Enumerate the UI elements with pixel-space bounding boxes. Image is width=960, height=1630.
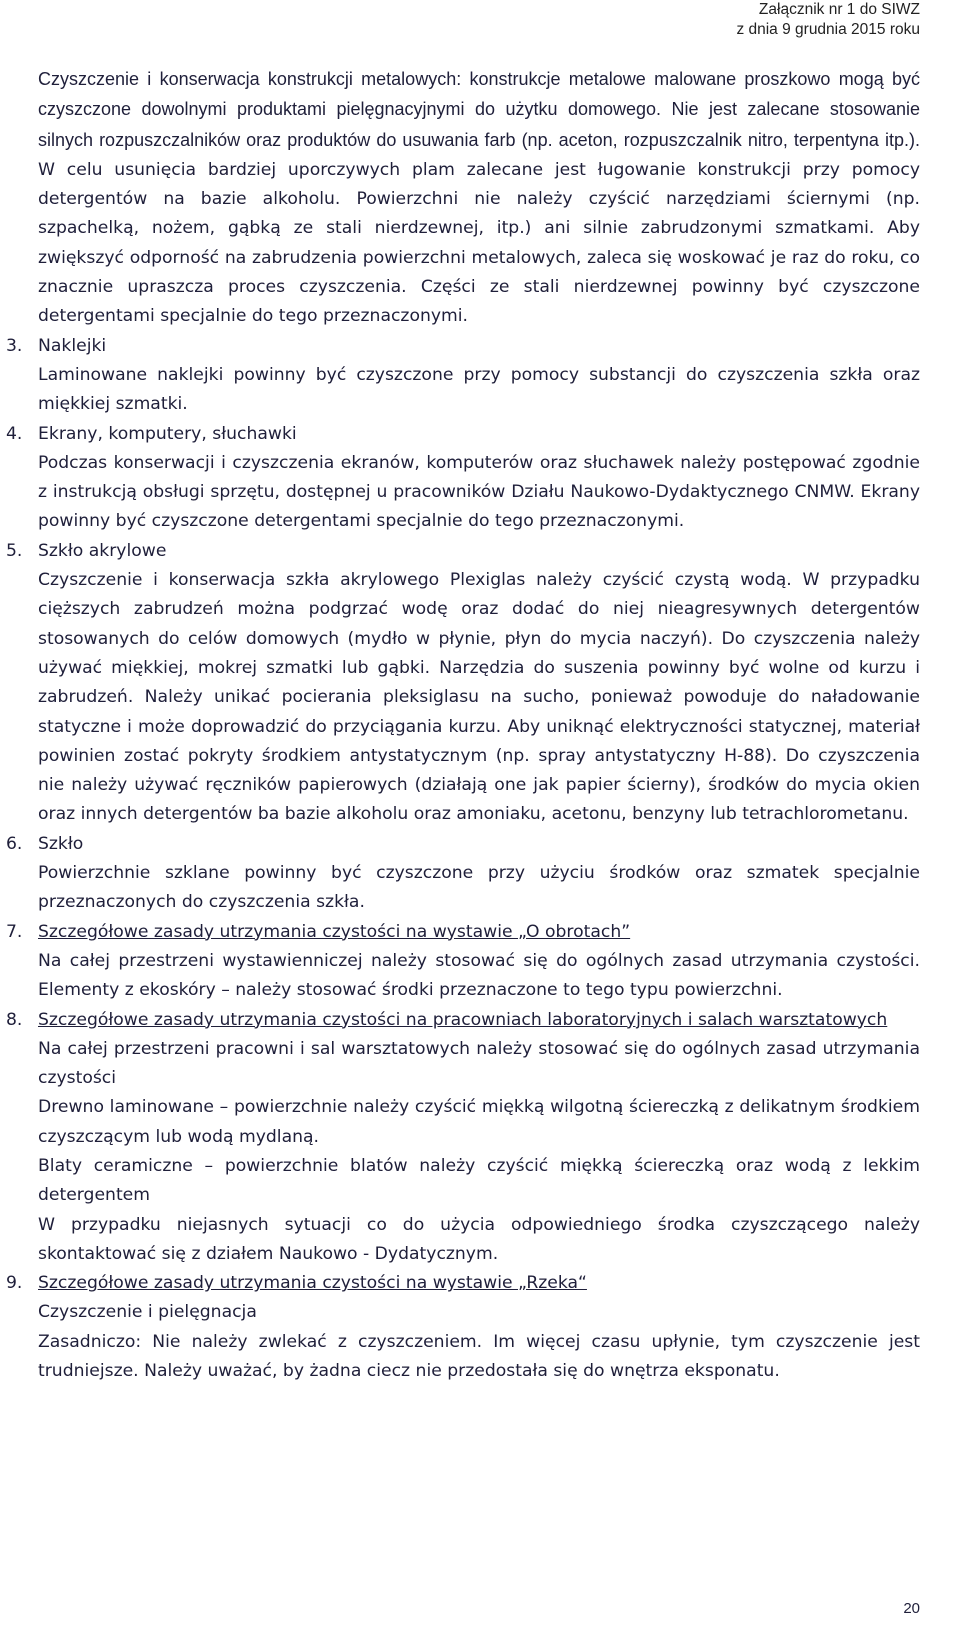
section-title: Ekrany, komputery, słuchawki bbox=[38, 423, 297, 444]
section-title: Szkło akrylowe bbox=[38, 540, 167, 561]
section-paragraph: W przypadku niejasnych sytuacji co do użycia odpowiedniego środka czyszczącego należy skontaktować się z działem Naukowo - Dydatycznym. bbox=[38, 1214, 920, 1264]
intro-text-sans: Czyszczenie i konserwacja konstrukcji metalowych: konstrukcje metalowe malowane proszkowo mogą być czyszczone dowolnymi produktami pielęgnacyjnymi do użytku domowego. Nie jest zalecane stosowanie silnych rozpuszczalników oraz produktów do usuwania farb (np. aceton, rozpuszczalnik nitro, terpentyna itp.). bbox=[38, 69, 920, 150]
section bbox=[6, 918, 920, 1006]
section-number: 7. bbox=[6, 921, 23, 942]
section-paragraph: Podczas konserwacji i czyszczenia ekranów, komputerów oraz słuchawek należy postępować zgodnie z instrukcją obsługi sprzętu, dostępnej u pracowników Działu Naukowo-Dydaktycznego CNMW. Ekrany powinny być czyszczone detergentami specjalnie do tego przeznaczonymi. bbox=[38, 452, 920, 532]
section bbox=[6, 332, 920, 420]
section-paragraph: Laminowane naklejki powinny być czyszczone przy pomocy substancji do czyszczenia szkła oraz miękkiej szmatki. bbox=[38, 364, 920, 415]
section bbox=[6, 420, 920, 537]
document-body bbox=[6, 65, 920, 1386]
section-number: 6. bbox=[6, 833, 23, 854]
section bbox=[6, 1269, 920, 1386]
section-paragraph: Czyszczenie i pielęgnacja bbox=[38, 1302, 257, 1323]
section-paragraph: Czyszczenie i konserwacja szkła akrylowego Plexiglas należy czyścić czystą wodą. W przypadku cięższych zabrudzeń można podgrzać wodę oraz dodać do niej nieagresywnych detergentów stosowanych do celów domowych (mydło w płynie, płyn do mycia naczyń). Do czyszczenia należy używać miękkiej, mokrej szmatki lub gąbki. Narzędzia do suszenia powinny być wolne od kurzu i zabrudzeń. Należy unikać pocierania pleksiglasu na sucho, ponieważ powoduje do naładowanie statyczne i może doprowadzić do przyciągania kurzu. Aby uniknąć elektryczności statycznej, materiał powinien zostać pokryty środkiem antystatycznym (np. spray antystatyczny H-88). Do czyszczenia nie należy używać ręczników papierowych (działają one jak papier ścierny), środków do mycia okien oraz innych detergentów ba bazie alkoholu oraz amoniaku, acetonu, benzyny lub tetrachlorometanu. bbox=[38, 570, 920, 825]
section-title: Szczegółowe zasady utrzymania czystości na pracowniach laboratoryjnych i salach warsztatowych bbox=[38, 1009, 888, 1030]
page-number: 20 bbox=[903, 1600, 920, 1617]
section-paragraph: Na całej przestrzeni pracowni i sal warsztatowych należy stosować się do ogólnych zasad utrzymania czystości bbox=[38, 1038, 920, 1089]
header-line-2: z dnia 9 grudnia 2015 roku bbox=[736, 21, 920, 38]
section bbox=[6, 830, 920, 918]
section-paragraph: Na całej przestrzeni wystawienniczej należy stosować się do ogólnych zasad utrzymania czystości. Elementy z ekoskóry – należy stosować środki przeznaczone to tego typu powierzchni. bbox=[38, 950, 920, 1001]
section-title: Naklejki bbox=[38, 335, 107, 356]
intro-paragraph bbox=[38, 65, 920, 332]
section-paragraph: Powierzchnie szklane powinny być czyszczone przy użyciu środków oraz szmatek specjalnie przeznaczonych do czyszczenia szkła. bbox=[38, 863, 920, 913]
section-number: 8. bbox=[6, 1009, 23, 1030]
section-paragraph: Zasadniczo: Nie należy zwlekać z czyszczeniem. Im więcej czasu upłynie, tym czyszczenie jest trudniejsze. Należy uważać, by żadna ciecz nie przedostała się do wnętrza eksponatu. bbox=[38, 1331, 920, 1382]
page-header bbox=[736, 0, 920, 40]
section-number: 4. bbox=[6, 423, 23, 444]
sections-list bbox=[6, 332, 920, 1387]
section-number: 9. bbox=[6, 1273, 23, 1294]
section-number: 5. bbox=[6, 540, 23, 561]
section-paragraph: Blaty ceramiczne – powierzchnie blatów należy czyścić miękką ściereczką oraz wodą z lekkim detergentem bbox=[38, 1155, 920, 1206]
section-title: Szczegółowe zasady utrzymania czystości na wystawie „O obrotach” bbox=[38, 921, 631, 942]
section bbox=[6, 1006, 920, 1270]
section-paragraph: Drewno laminowane – powierzchnie należy czyścić miękką wilgotną ściereczką z delikatnym środkiem czyszczącym lub wodą mydlaną. bbox=[38, 1097, 920, 1147]
section-number: 3. bbox=[6, 335, 23, 356]
section bbox=[6, 537, 920, 830]
section-title: Szkło bbox=[38, 833, 84, 854]
intro-text-rest: W celu usunięcia bardziej uporczywych plam zalecane jest ługowanie konstrukcji przy pomocy detergentów na bazie alkoholu. Powierzchni nie należy czyścić narzędziami ściernymi (np. szpachelką, nożem, gąbką ze stali nierdzewnej, itp.) ani silnie zabrudzonymi szmatkami. Aby zwiększyć odporność na zabrudzenia powierzchni metalowych, zaleca się woskować je raz do roku, co znacznie upraszcza proces czyszczenia. Części ze stali nierdzewnej powinny być czyszczone detergentami specjalnie do tego przeznaczonymi. bbox=[38, 159, 920, 327]
header-line-1: Załącznik nr 1 do SIWZ bbox=[758, 1, 920, 18]
section-title: Szczegółowe zasady utrzymania czystości na wystawie „Rzeka“ bbox=[38, 1273, 587, 1294]
